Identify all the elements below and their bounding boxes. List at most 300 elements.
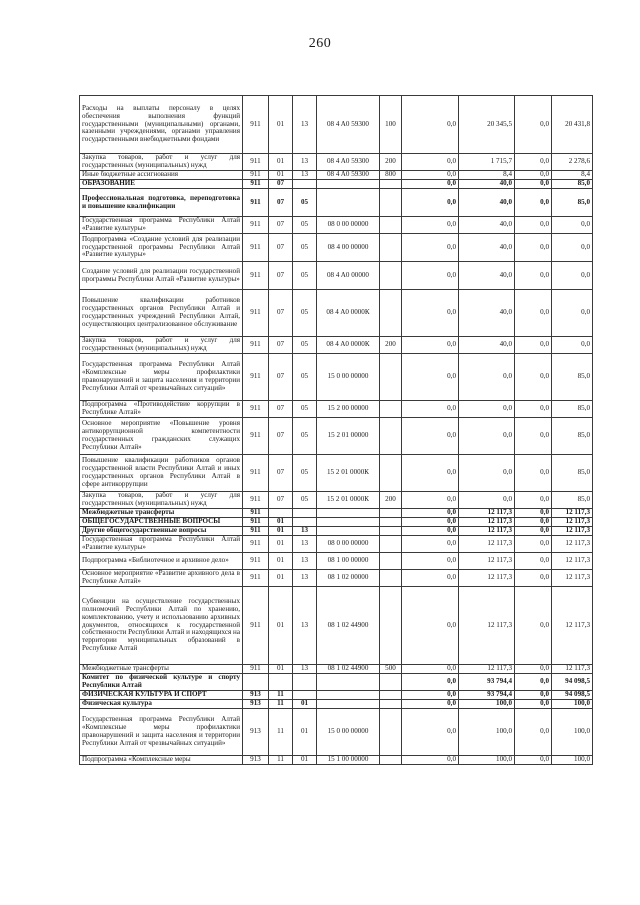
cell-amount-3: 0,0 <box>515 709 552 756</box>
cell-grbs: 911 <box>243 455 269 492</box>
cell-subsection: 05 <box>293 234 317 262</box>
cell-amount-1: 0,0 <box>402 665 459 674</box>
cell-grbs: 911 <box>243 262 269 290</box>
row-name: Подпрограмма «Библиотечное и архивное дело» <box>80 553 243 570</box>
cell-amount-3: 0,0 <box>515 553 552 570</box>
table-row <box>80 492 593 509</box>
cell-amount-2: 0,0 <box>459 455 515 492</box>
cell-amount-1: 0,0 <box>402 527 459 536</box>
table-row <box>80 189 593 217</box>
row-name: ОБЩЕГОСУДАРСТВЕННЫЕ ВОПРОСЫ <box>80 518 243 527</box>
cell-target-article: 15 2 01 0000К <box>317 455 380 492</box>
cell-target-article: 08 1 02 44900 <box>317 665 380 674</box>
table-row <box>80 527 593 536</box>
cell-section: 11 <box>269 709 293 756</box>
cell-section: 07 <box>269 180 293 189</box>
cell-section <box>269 674 293 691</box>
cell-target-article <box>317 674 380 691</box>
cell-target-article <box>317 700 380 709</box>
cell-amount-2: 100,0 <box>459 709 515 756</box>
cell-section: 07 <box>269 492 293 509</box>
cell-amount-4: 0,0 <box>552 262 593 290</box>
cell-subsection: 05 <box>293 189 317 217</box>
cell-amount-3: 0,0 <box>515 234 552 262</box>
cell-section: 07 <box>269 262 293 290</box>
table-row <box>80 354 593 401</box>
cell-amount-1: 0,0 <box>402 337 459 354</box>
cell-section: 01 <box>269 553 293 570</box>
cell-expense-type <box>380 234 402 262</box>
cell-amount-1: 0,0 <box>402 96 459 154</box>
cell-grbs: 913 <box>243 709 269 756</box>
row-name: Профессиональная подготовка, переподготовка и повышение квалификации <box>80 189 243 217</box>
cell-section: 11 <box>269 691 293 700</box>
cell-target-article: 08 4 A0 0000К <box>317 290 380 337</box>
cell-amount-2: 1 715,7 <box>459 154 515 171</box>
table-row <box>80 418 593 455</box>
cell-amount-2: 40,0 <box>459 189 515 217</box>
cell-subsection: 13 <box>293 154 317 171</box>
cell-subsection: 13 <box>293 171 317 180</box>
cell-amount-1: 0,0 <box>402 354 459 401</box>
cell-amount-1: 0,0 <box>402 401 459 418</box>
row-name: Повышение квалификации работников органов государственной власти Республики Алтай и иных государственных органов Республики Алтай в сфере антикоррупции <box>80 455 243 492</box>
cell-amount-4: 12 117,3 <box>552 570 593 587</box>
page-number: 260 <box>308 36 332 51</box>
cell-amount-2: 40,0 <box>459 217 515 234</box>
cell-amount-3: 0,0 <box>515 756 552 765</box>
cell-expense-type <box>380 418 402 455</box>
cell-section: 07 <box>269 234 293 262</box>
row-name: Государственная программа Республики Алтай «Комплексные меры профилактики правонарушений и защита населения и территории Республики Алтай от чрезвычайных ситуаций» <box>80 709 243 756</box>
cell-target-article: 08 0 00 00000 <box>317 217 380 234</box>
table-row <box>80 536 593 553</box>
cell-target-article <box>317 691 380 700</box>
cell-amount-2: 12 117,3 <box>459 665 515 674</box>
cell-grbs: 913 <box>243 700 269 709</box>
cell-grbs: 911 <box>243 418 269 455</box>
cell-section: 07 <box>269 337 293 354</box>
cell-amount-3: 0,0 <box>515 418 552 455</box>
cell-amount-1: 0,0 <box>402 518 459 527</box>
cell-target-article <box>317 180 380 189</box>
cell-target-article: 08 1 02 00000 <box>317 570 380 587</box>
cell-subsection: 05 <box>293 337 317 354</box>
cell-expense-type <box>380 691 402 700</box>
cell-grbs: 911 <box>243 492 269 509</box>
cell-section: 07 <box>269 189 293 217</box>
cell-target-article: 15 0 00 00000 <box>317 709 380 756</box>
cell-amount-4: 100,0 <box>552 756 593 765</box>
cell-grbs: 911 <box>243 154 269 171</box>
cell-grbs: 911 <box>243 234 269 262</box>
cell-amount-2: 93 794,4 <box>459 674 515 691</box>
cell-amount-3: 0,0 <box>515 337 552 354</box>
cell-expense-type <box>380 455 402 492</box>
table-row <box>80 171 593 180</box>
table-body <box>80 96 593 765</box>
table-row <box>80 570 593 587</box>
cell-amount-1: 0,0 <box>402 455 459 492</box>
cell-amount-3: 0,0 <box>515 455 552 492</box>
cell-target-article: 08 1 00 00000 <box>317 553 380 570</box>
cell-amount-4: 85,0 <box>552 401 593 418</box>
cell-amount-4: 85,0 <box>552 455 593 492</box>
cell-section: 07 <box>269 354 293 401</box>
cell-amount-3: 0,0 <box>515 570 552 587</box>
row-name: Подпрограмма «Противодействие коррупции в Республике Алтай» <box>80 401 243 418</box>
cell-target-article <box>317 509 380 518</box>
cell-subsection: 05 <box>293 401 317 418</box>
cell-amount-4: 85,0 <box>552 189 593 217</box>
cell-grbs: 911 <box>243 665 269 674</box>
cell-amount-4: 100,0 <box>552 700 593 709</box>
cell-subsection: 13 <box>293 536 317 553</box>
row-name: Создание условий для реализации государственной программы Республики Алтай «Развитие культуры» <box>80 262 243 290</box>
cell-section: 01 <box>269 536 293 553</box>
cell-amount-4: 85,0 <box>552 418 593 455</box>
cell-amount-2: 12 117,3 <box>459 536 515 553</box>
cell-target-article: 08 0 00 00000 <box>317 536 380 553</box>
cell-section: 01 <box>269 665 293 674</box>
cell-subsection <box>293 691 317 700</box>
cell-amount-4: 12 117,3 <box>552 553 593 570</box>
cell-amount-1: 0,0 <box>402 262 459 290</box>
cell-subsection: 01 <box>293 709 317 756</box>
cell-amount-1: 0,0 <box>402 509 459 518</box>
table-row <box>80 691 593 700</box>
cell-amount-2: 100,0 <box>459 700 515 709</box>
cell-grbs: 911 <box>243 354 269 401</box>
cell-subsection <box>293 518 317 527</box>
cell-amount-3: 0,0 <box>515 674 552 691</box>
cell-amount-4: 12 117,3 <box>552 536 593 553</box>
cell-expense-type <box>380 518 402 527</box>
cell-grbs: 911 <box>243 527 269 536</box>
cell-amount-4: 85,0 <box>552 492 593 509</box>
cell-subsection <box>293 674 317 691</box>
cell-amount-3: 0,0 <box>515 96 552 154</box>
cell-grbs: 911 <box>243 189 269 217</box>
cell-expense-type <box>380 527 402 536</box>
row-name: Государственная программа Республики Алтай «Комплексные меры профилактики правонарушений и защита населения и территории Республики Алтай от чрезвычайных ситуаций» <box>80 354 243 401</box>
cell-grbs: 911 <box>243 536 269 553</box>
cell-amount-2: 0,0 <box>459 418 515 455</box>
cell-amount-4: 0,0 <box>552 337 593 354</box>
cell-grbs: 911 <box>243 337 269 354</box>
table-row <box>80 455 593 492</box>
cell-grbs: 911 <box>243 290 269 337</box>
cell-amount-2: 40,0 <box>459 262 515 290</box>
table-row <box>80 96 593 154</box>
budget-table <box>79 95 593 765</box>
cell-expense-type <box>380 553 402 570</box>
cell-amount-3: 0,0 <box>515 290 552 337</box>
cell-amount-1: 0,0 <box>402 553 459 570</box>
cell-amount-4: 2 278,6 <box>552 154 593 171</box>
cell-amount-3: 0,0 <box>515 401 552 418</box>
cell-expense-type: 800 <box>380 171 402 180</box>
cell-subsection: 13 <box>293 587 317 665</box>
cell-expense-type: 200 <box>380 492 402 509</box>
cell-subsection: 05 <box>293 354 317 401</box>
cell-section: 07 <box>269 418 293 455</box>
cell-amount-2: 20 345,5 <box>459 96 515 154</box>
cell-section: 07 <box>269 401 293 418</box>
cell-expense-type <box>380 536 402 553</box>
cell-section: 07 <box>269 455 293 492</box>
cell-amount-2: 12 117,3 <box>459 587 515 665</box>
cell-amount-4: 20 431,8 <box>552 96 593 154</box>
table-row <box>80 154 593 171</box>
table-row <box>80 234 593 262</box>
cell-target-article <box>317 189 380 217</box>
cell-expense-type <box>380 262 402 290</box>
cell-amount-2: 40,0 <box>459 290 515 337</box>
cell-expense-type: 200 <box>380 337 402 354</box>
cell-expense-type <box>380 674 402 691</box>
cell-amount-1: 0,0 <box>402 691 459 700</box>
cell-amount-4: 85,0 <box>552 354 593 401</box>
cell-subsection <box>293 180 317 189</box>
cell-section <box>269 509 293 518</box>
cell-section: 01 <box>269 527 293 536</box>
row-name: Подпрограмма «Создание условий для реализации государственной программы Республики Алтай «Развитие культуры» <box>80 234 243 262</box>
cell-subsection: 13 <box>293 665 317 674</box>
table-row <box>80 587 593 665</box>
cell-grbs: 911 <box>243 401 269 418</box>
cell-subsection: 05 <box>293 290 317 337</box>
row-name: Субвенции на осуществление государственных полномочий Республики Алтай по хранению, комплектованию, учету и использованию архивных документов, относящихся к государственной собственности Республики Алтай и находящихся на территории муниципальных образований в Республике Алтай <box>80 587 243 665</box>
cell-amount-3: 0,0 <box>515 154 552 171</box>
cell-amount-3: 0,0 <box>515 509 552 518</box>
cell-subsection: 05 <box>293 492 317 509</box>
cell-expense-type <box>380 509 402 518</box>
cell-target-article: 08 4 A0 00000 <box>317 262 380 290</box>
cell-amount-2: 93 794,4 <box>459 691 515 700</box>
cell-amount-3: 0,0 <box>515 518 552 527</box>
cell-amount-1: 0,0 <box>402 171 459 180</box>
cell-grbs: 911 <box>243 518 269 527</box>
table-row <box>80 700 593 709</box>
cell-grbs: 911 <box>243 570 269 587</box>
cell-amount-1: 0,0 <box>402 189 459 217</box>
cell-expense-type <box>380 180 402 189</box>
cell-amount-4: 0,0 <box>552 290 593 337</box>
cell-section: 01 <box>269 587 293 665</box>
cell-amount-2: 12 117,3 <box>459 570 515 587</box>
row-name: Основное мероприятие «Повышение уровня антикоррупционной компетентности государственных гражданских служащих Республики Алтай» <box>80 418 243 455</box>
cell-grbs: 911 <box>243 587 269 665</box>
cell-expense-type: 500 <box>380 665 402 674</box>
cell-amount-1: 0,0 <box>402 492 459 509</box>
table-row <box>80 674 593 691</box>
cell-expense-type <box>380 290 402 337</box>
cell-subsection <box>293 509 317 518</box>
cell-subsection: 01 <box>293 700 317 709</box>
cell-expense-type <box>380 700 402 709</box>
cell-expense-type <box>380 217 402 234</box>
row-name: Закупка товаров, работ и услуг для государственных (муниципальных) нужд <box>80 154 243 171</box>
cell-amount-4: 12 117,3 <box>552 518 593 527</box>
cell-target-article: 08 4 A0 59300 <box>317 171 380 180</box>
cell-amount-3: 0,0 <box>515 171 552 180</box>
row-name: ОБРАЗОВАНИЕ <box>80 180 243 189</box>
cell-amount-2: 12 117,3 <box>459 518 515 527</box>
cell-amount-1: 0,0 <box>402 570 459 587</box>
cell-section: 07 <box>269 217 293 234</box>
cell-amount-3: 0,0 <box>515 217 552 234</box>
table-row <box>80 262 593 290</box>
cell-expense-type <box>380 756 402 765</box>
cell-amount-1: 0,0 <box>402 234 459 262</box>
cell-target-article: 08 4 A0 59300 <box>317 154 380 171</box>
cell-subsection: 05 <box>293 262 317 290</box>
cell-grbs <box>243 674 269 691</box>
row-name: Иные бюджетные ассигнования <box>80 171 243 180</box>
cell-amount-2: 0,0 <box>459 354 515 401</box>
cell-amount-4: 12 117,3 <box>552 527 593 536</box>
row-name: ФИЗИЧЕСКАЯ КУЛЬТУРА И СПОРТ <box>80 691 243 700</box>
table-row <box>80 518 593 527</box>
cell-amount-3: 0,0 <box>515 527 552 536</box>
row-name: Расходы на выплаты персоналу в целях обеспечения выполнения функций государственными (муниципальными) органами, казенными учреждениями, органами управления государственными внебюджетными фондами <box>80 96 243 154</box>
cell-grbs: 911 <box>243 553 269 570</box>
cell-subsection: 05 <box>293 217 317 234</box>
cell-amount-2: 8,4 <box>459 171 515 180</box>
cell-amount-1: 0,0 <box>402 709 459 756</box>
cell-grbs: 911 <box>243 509 269 518</box>
cell-amount-3: 0,0 <box>515 189 552 217</box>
cell-amount-4: 85,0 <box>552 180 593 189</box>
cell-expense-type <box>380 401 402 418</box>
cell-amount-3: 0,0 <box>515 262 552 290</box>
row-name: Государственная программа Республики Алтай «Развитие культуры» <box>80 536 243 553</box>
cell-subsection: 01 <box>293 756 317 765</box>
cell-section: 11 <box>269 700 293 709</box>
cell-target-article: 08 4 00 00000 <box>317 234 380 262</box>
table-row <box>80 709 593 756</box>
cell-amount-1: 0,0 <box>402 674 459 691</box>
cell-amount-3: 0,0 <box>515 180 552 189</box>
row-name: Физическая культура <box>80 700 243 709</box>
cell-amount-3: 0,0 <box>515 691 552 700</box>
cell-section: 01 <box>269 96 293 154</box>
cell-amount-4: 0,0 <box>552 234 593 262</box>
table-row <box>80 665 593 674</box>
cell-amount-3: 0,0 <box>515 492 552 509</box>
cell-amount-4: 8,4 <box>552 171 593 180</box>
cell-expense-type: 100 <box>380 96 402 154</box>
cell-target-article: 15 0 00 00000 <box>317 354 380 401</box>
cell-amount-2: 12 117,3 <box>459 527 515 536</box>
cell-grbs: 911 <box>243 180 269 189</box>
cell-amount-2: 12 117,3 <box>459 553 515 570</box>
cell-expense-type <box>380 587 402 665</box>
cell-target-article <box>317 527 380 536</box>
cell-section: 01 <box>269 518 293 527</box>
cell-subsection: 13 <box>293 527 317 536</box>
cell-amount-3: 0,0 <box>515 354 552 401</box>
cell-amount-4: 0,0 <box>552 217 593 234</box>
cell-subsection: 13 <box>293 570 317 587</box>
cell-grbs: 911 <box>243 171 269 180</box>
cell-grbs: 913 <box>243 756 269 765</box>
cell-subsection: 13 <box>293 96 317 154</box>
cell-target-article <box>317 518 380 527</box>
cell-expense-type <box>380 709 402 756</box>
table-row <box>80 756 593 765</box>
table-row <box>80 509 593 518</box>
cell-amount-1: 0,0 <box>402 700 459 709</box>
row-name: Повышение квалификации работников государственных органов Республики Алтай и государственных учреждений Республики Алтай, осуществляющих централизованное обслуживание <box>80 290 243 337</box>
cell-target-article: 15 2 01 00000 <box>317 418 380 455</box>
cell-amount-1: 0,0 <box>402 290 459 337</box>
cell-amount-3: 0,0 <box>515 665 552 674</box>
cell-amount-1: 0,0 <box>402 180 459 189</box>
cell-grbs: 911 <box>243 96 269 154</box>
cell-target-article: 08 4 A0 59300 <box>317 96 380 154</box>
table-row <box>80 180 593 189</box>
cell-amount-3: 0,0 <box>515 587 552 665</box>
cell-expense-type <box>380 189 402 217</box>
cell-amount-1: 0,0 <box>402 587 459 665</box>
cell-amount-4: 94 098,5 <box>552 691 593 700</box>
cell-grbs: 913 <box>243 691 269 700</box>
row-name: Межбюджетные трансферты <box>80 509 243 518</box>
cell-amount-3: 0,0 <box>515 536 552 553</box>
cell-amount-2: 100,0 <box>459 756 515 765</box>
row-name: Комитет по физической культуре и спорту Республики Алтай <box>80 674 243 691</box>
cell-amount-2: 40,0 <box>459 234 515 262</box>
table-row <box>80 553 593 570</box>
row-name: Подпрограмма «Комплексные меры <box>80 756 243 765</box>
cell-expense-type <box>380 354 402 401</box>
row-name: Закупка товаров, работ и услуг для государственных (муниципальных) нужд <box>80 492 243 509</box>
cell-amount-1: 0,0 <box>402 536 459 553</box>
cell-target-article: 15 1 00 00000 <box>317 756 380 765</box>
cell-amount-2: 40,0 <box>459 337 515 354</box>
cell-amount-1: 0,0 <box>402 418 459 455</box>
table-row <box>80 401 593 418</box>
cell-expense-type <box>380 570 402 587</box>
table-row <box>80 337 593 354</box>
cell-expense-type: 200 <box>380 154 402 171</box>
cell-amount-4: 100,0 <box>552 709 593 756</box>
cell-target-article: 15 2 00 00000 <box>317 401 380 418</box>
cell-amount-2: 40,0 <box>459 180 515 189</box>
cell-target-article: 08 4 A0 0000К <box>317 337 380 354</box>
cell-subsection: 05 <box>293 418 317 455</box>
cell-amount-2: 12 117,3 <box>459 509 515 518</box>
cell-amount-2: 0,0 <box>459 492 515 509</box>
table-row <box>80 217 593 234</box>
cell-amount-4: 12 117,3 <box>552 509 593 518</box>
cell-amount-1: 0,0 <box>402 217 459 234</box>
cell-section: 01 <box>269 570 293 587</box>
row-name: Государственная программа Республики Алтай «Развитие культуры» <box>80 217 243 234</box>
cell-amount-3: 0,0 <box>515 700 552 709</box>
row-name: Другие общегосударственные вопросы <box>80 527 243 536</box>
cell-amount-2: 0,0 <box>459 401 515 418</box>
row-name: Межбюджетные трансферты <box>80 665 243 674</box>
cell-target-article: 15 2 01 0000К <box>317 492 380 509</box>
cell-amount-1: 0,0 <box>402 756 459 765</box>
row-name: Основное мероприятие «Развитие архивного дела в Республике Алтай» <box>80 570 243 587</box>
cell-amount-4: 12 117,3 <box>552 665 593 674</box>
cell-section: 11 <box>269 756 293 765</box>
cell-section: 01 <box>269 154 293 171</box>
